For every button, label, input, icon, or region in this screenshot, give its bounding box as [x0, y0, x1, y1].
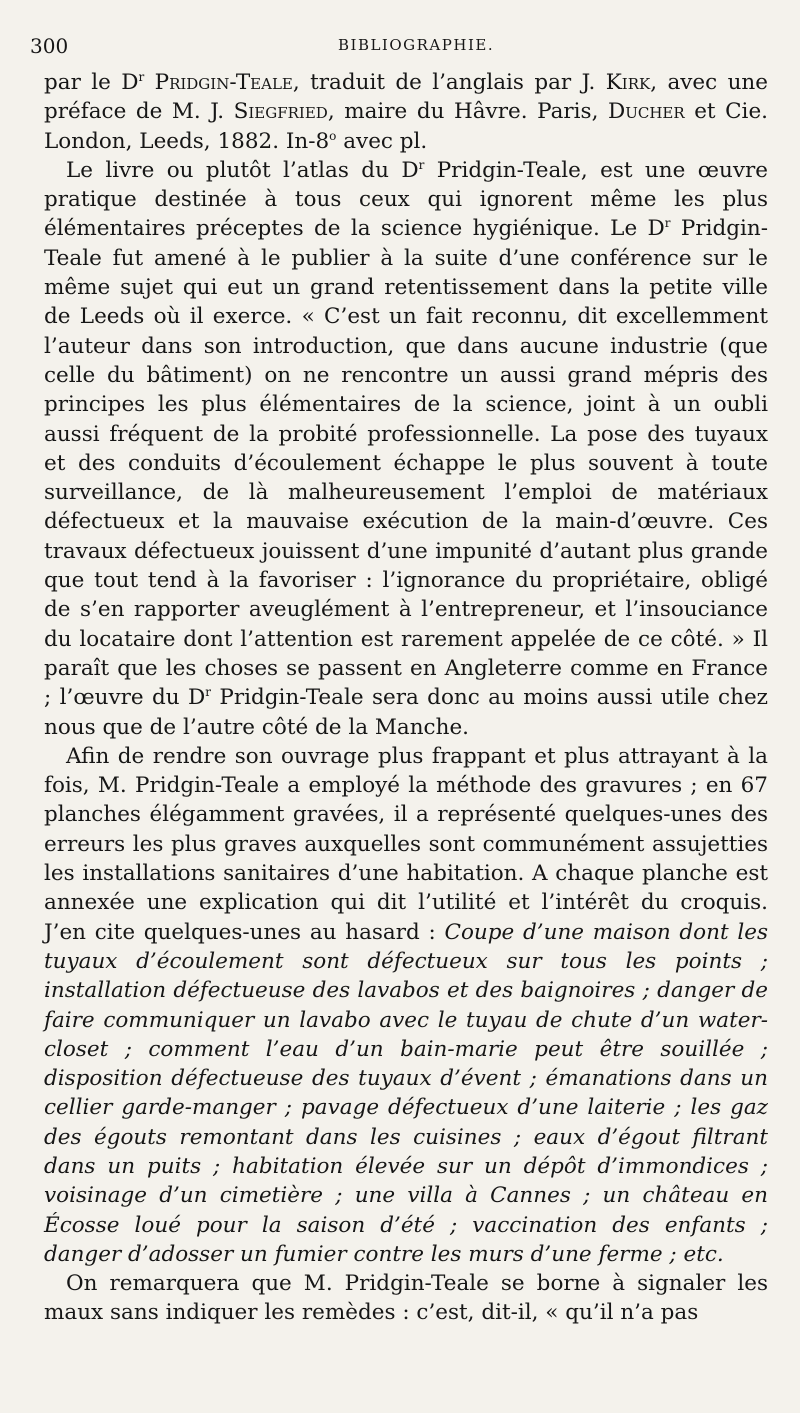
publisher-name: Ducher [607, 99, 685, 125]
text-run: et Cie. London, Leeds, 1882. In-8 [44, 99, 768, 154]
text-run: , avec une préface de M. J. [44, 70, 768, 125]
superscript: r [418, 157, 425, 172]
paragraph-remark [44, 1269, 768, 1328]
text-run: , traduit de l’anglais par J. [292, 70, 606, 95]
page-number: 300 [30, 34, 69, 58]
superscript: r [138, 69, 145, 84]
superscript: o [329, 128, 337, 143]
text-run: avec pl. [336, 128, 428, 154]
text-run: par le D [44, 70, 139, 95]
superscript: r [664, 216, 671, 231]
text-run: Afin de rendre son ouvrage plus frappant et plus attrayant à la fois, M. Pridgin-Teale a employé la méthode des gravures ; en 67 planches élégamment gravées, il a représenté quelques-unes des erreurs les plus graves auxquelles sont communément assujetties les installations sanitaires d’une habitation. A chaque planche est annexée une explication qui dit l’utilité et l’intérêt du croquis. J’en cite quelques-unes au hasard : [44, 743, 768, 945]
author-name: Pridgin-Teale [144, 70, 293, 95]
paragraph-plates [44, 742, 768, 1269]
running-head: BIBLIOGRAPHIE. [338, 36, 495, 54]
preface-author-name: Siegfried [233, 99, 328, 125]
page-header [30, 34, 780, 62]
text-run: Pridgin-Teale, est une œuvre pratique destinée à tous ceux qui ignorent même les plus élémentaires préceptes de la science hygiénique. Le D [44, 157, 768, 242]
paragraph-citation [44, 68, 768, 156]
text-run: , maire du Hâvre. Paris, [327, 99, 608, 125]
translator-name: Kirk [605, 70, 651, 95]
plate-list-italic: Coupe d’une maison dont les tuyaux d’écoulement sont défectueux sur tous les points ; installation défectueuse des lavabos et des baignoires ; danger de faire communiquer un lavabo avec le tuyau de chute d’un water-closet ; comment l’eau d’un bain-marie peut être souillée ; disposition défectueuse des tuyaux d’évent ; émanations dans un cellier garde-manger ; pavage défectueux d’une laiterie ; les gaz des égouts remontant dans les cuisines ; eaux d’égout filtrant dans un puits ; habitation élevée sur un dépôt d’immondices ; voisinage d’un cimetière ; une villa à Cannes ; un château en Écosse loué pour la saison d’été ; vaccination des enfants ; danger d’adosser un fumier contre les murs d’une ferme ; etc. [44, 919, 768, 1267]
text-run: Pridgin-Teale sera donc au moins aussi utile chez nous que de l’autre côté de la Manche. [44, 685, 768, 740]
text-run: Pridgin-Teale fut amené à le publier à la suite d’une conférence sur le même sujet qui eut un grand retentissement dans la petite ville de Leeds où il exerce. « C’est un fait reconnu, dit excellemment l’auteur dans son introduction, que dans aucune industrie (que celle du bâtiment) on ne rencontre un aussi grand mépris des principes les plus élémentaires de la science, joint à un oubli aussi fréquent de la probité professionnelle. La pose des tuyaux et des conduits d’écoulement échappe le plus souvent à toute surveillance, de là malheureusement l’emploi de matériaux défectueux et la mauvaise exécution de la main-d’œuvre. Ces travaux défectueux jouissent d’une impunité d’autant plus grande que tout tend à la favoriser : l’ignorance du propriétaire, obligé de s’en rapporter aveuglément à l’entrepreneur, et l’insouciance du locataire dont l’attention est rarement appelée de ce côté. » Il paraît que les choses se passent en Angleterre comme en France ; l’œuvre du D [44, 216, 769, 711]
paragraph-review [44, 156, 768, 742]
superscript: r [205, 685, 211, 700]
text-run: On remarquera que M. Pridgin-Teale se borne à signaler les maux sans indiquer les remèdes : c’est, dit-il, « qu’il n’a pas [44, 1271, 768, 1326]
text-run: Le livre ou plutôt l’atlas du D [66, 157, 419, 183]
page-body [44, 68, 768, 1328]
